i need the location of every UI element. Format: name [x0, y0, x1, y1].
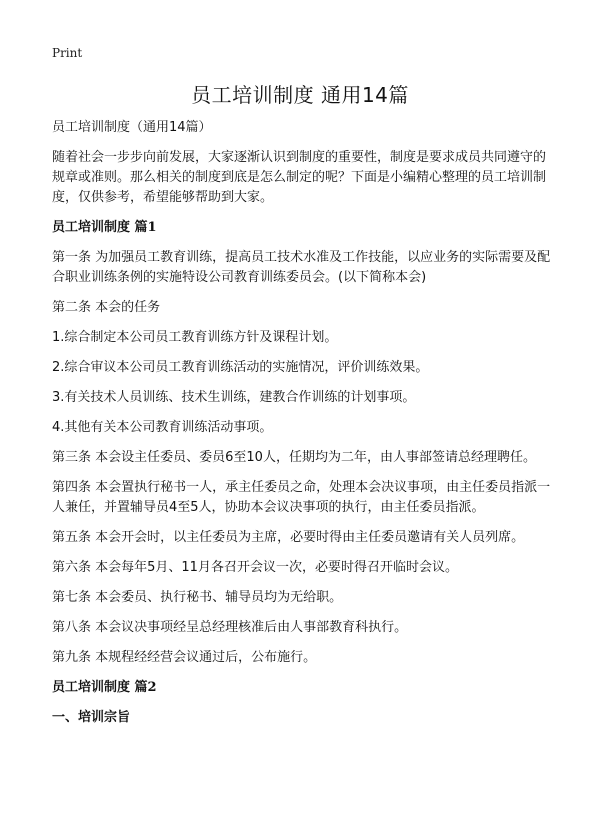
list-item-3: 3.有关技术人员训练、技术生训练，建教合作训练的计划事项。: [52, 390, 416, 405]
document-subtitle: 员工培训制度（通用14篇）: [52, 120, 212, 135]
article-9: 第九条 本规程经经营会议通过后，公布施行。: [52, 650, 317, 665]
intro-paragraph: 随着社会一步步向前发展，大家逐渐认识到制度的重要性，制度是要求成员共同遵守的规章或准则。那么相关的制度到底是怎么制定的呢？下面是小编精心整理的员工培训制度，仅供参考，希望能够帮助到大家。: [52, 150, 547, 205]
section-2-subheading: 一、培训宗旨: [52, 710, 131, 725]
print-link[interactable]: Print: [52, 46, 83, 60]
article-8: 第八条 本会议决事项经呈总经理核准后由人事部教育科执行。: [52, 620, 408, 635]
document-title: 员工培训制度 通用14篇: [191, 83, 409, 107]
article-1: 第一条 为加强员工教育训练，提高员工技术水准及工作技能，以应业务的实际需要及配合职业训练条例的实施特设公司教育训练委员会。(以下简称本会): [52, 250, 551, 285]
section-heading-1: 员工培训制度 篇1: [52, 220, 157, 235]
article-2: 第二条 本会的任务: [52, 300, 161, 315]
article-7: 第七条 本会委员、执行秘书、辅导员均为无给职。: [52, 590, 343, 605]
article-5: 第五条 本会开会时，以主任委员为主席，必要时得由主任委员邀请有关人员列席。: [52, 530, 525, 545]
article-3: 第三条 本会设主任委员、委员6至10人，任期均为二年，由人事部签请总经理聘任。: [52, 450, 536, 465]
section-heading-2: 员工培训制度 篇2: [52, 680, 157, 695]
article-6: 第六条 本会每年5月、11月各召开会议一次，必要时得召开临时会议。: [52, 560, 458, 575]
list-item-1: 1.综合制定本公司员工教育训练方针及课程计划。: [52, 330, 338, 345]
document-body: [52, 118, 552, 738]
list-item-2: 2.综合审议本公司员工教育训练活动的实施情况，评价训练效果。: [52, 360, 429, 375]
list-item-4: 4.其他有关本公司教育训练活动事项。: [52, 420, 273, 435]
article-4: 第四条 本会置执行秘书一人，承主任委员之命，处理本会决议事项，由主任委员指派一人兼任，并置辅导员4至5人，协助本会议决事项的执行，由主任委员指派。: [52, 480, 551, 515]
